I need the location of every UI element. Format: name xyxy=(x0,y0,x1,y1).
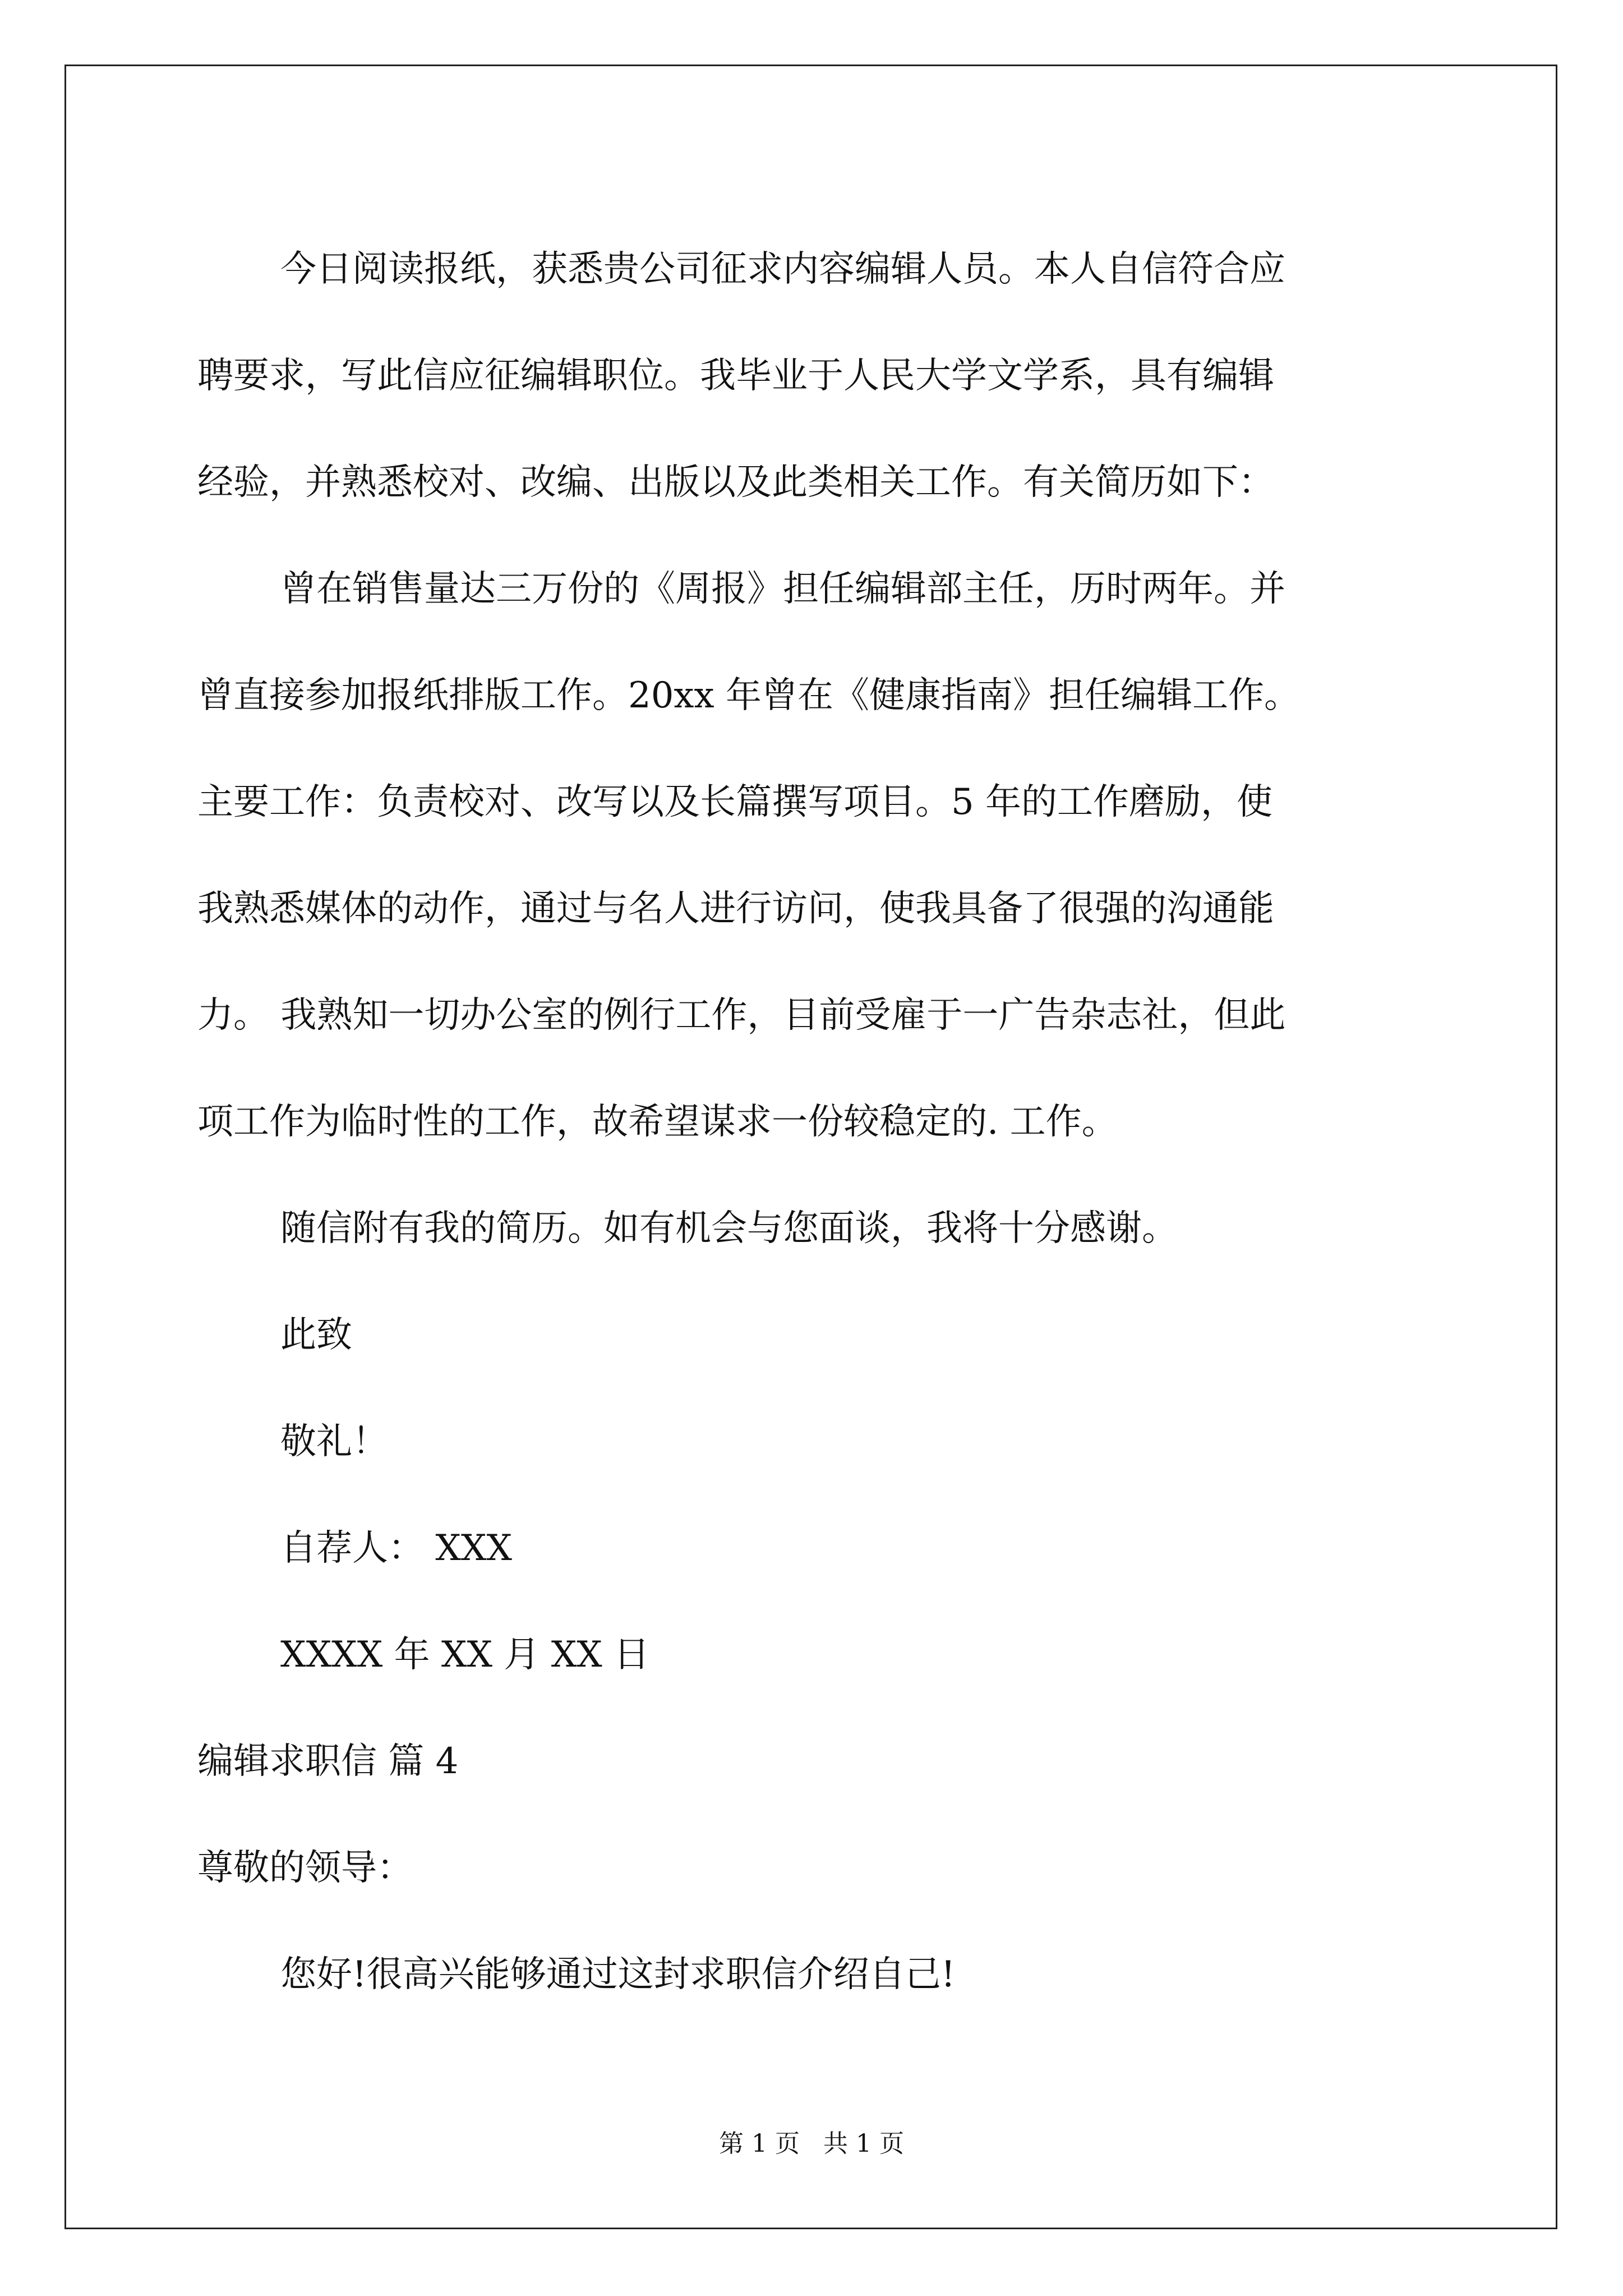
document-body xyxy=(197,216,1431,2028)
page-number-current: 第 1 页 xyxy=(719,2129,800,2158)
text-line: 项工作为临时性的工作，故希望谋求一份较稳定的. 工作。 xyxy=(197,1101,1118,1143)
text-line: 随信附有我的简历。如有机会与您面谈，我将十分感谢。 xyxy=(280,1208,1178,1249)
text-line: 曾直接参加报纸排版工作。20xx 年曾在《健康指南》担任编辑工作。 xyxy=(197,675,1300,716)
greeting xyxy=(197,1815,1431,1921)
page-number-total: 共 1 页 xyxy=(823,2129,904,2158)
paragraph-attachment xyxy=(197,1175,1431,1282)
text-line: 经验，并熟悉校对、改编、出版以及此类相关工作。有关简历如下： xyxy=(197,462,1274,503)
text-line: 聘要求，写此信应征编辑职位。我毕业于人民大学文学系，具有编辑 xyxy=(197,355,1274,397)
text-line: 主要工作：负责校对、改写以及长篇撰写项目。5 年的工作磨励，使 xyxy=(197,781,1273,823)
closing-line xyxy=(197,1282,1431,1388)
section-heading-text: 编辑求职信 篇 4 xyxy=(197,1741,459,1782)
opening-text: 您好!很高兴能够通过这封求职信介绍自己! xyxy=(280,1954,956,1995)
signer-line xyxy=(197,1495,1431,1602)
opening-paragraph xyxy=(197,1921,1431,2028)
salute-line xyxy=(197,1388,1431,1495)
paragraph-experience xyxy=(197,536,1431,1175)
paragraph-intro xyxy=(197,216,1431,536)
greeting-text: 尊敬的领导： xyxy=(197,1847,413,1889)
text-line: 我熟悉媒体的动作，通过与名人进行访问，使我具备了很强的沟通能 xyxy=(197,888,1274,930)
page-footer xyxy=(0,2123,1623,2159)
text-line: 力。 我熟知一切办公室的例行工作，目前受雇于一广告杂志社，但此 xyxy=(197,995,1286,1036)
closing-text: 此致 xyxy=(280,1314,352,1356)
text-line: 今日阅读报纸，获悉贵公司征求内容编辑人员。本人自信符合应 xyxy=(280,249,1285,290)
signer-text: 自荐人： XXX xyxy=(280,1527,513,1569)
date-text: XXXX 年 XX 月 XX 日 xyxy=(280,1634,650,1676)
date-line xyxy=(197,1602,1431,1708)
section-heading xyxy=(197,1708,1431,1815)
salute-text: 敬礼！ xyxy=(280,1421,388,1462)
text-line: 曾在销售量达三万份的《周报》担任编辑部主任，历时两年。并 xyxy=(280,568,1285,610)
